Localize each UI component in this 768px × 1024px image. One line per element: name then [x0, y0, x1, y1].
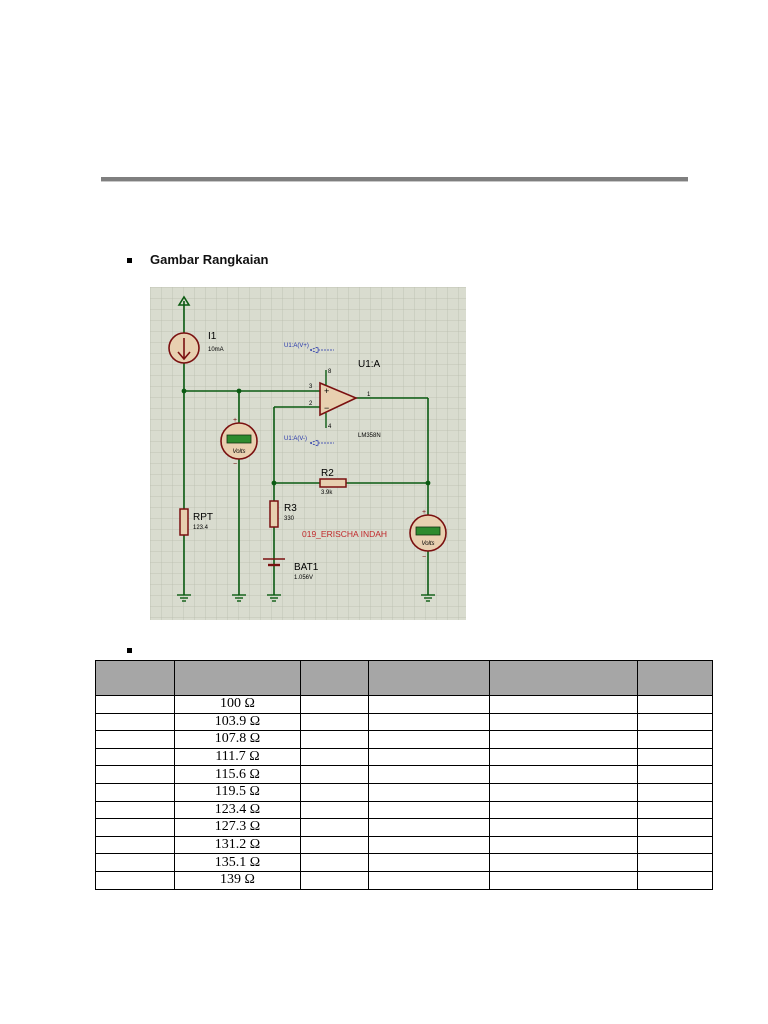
table-header-cell [301, 661, 369, 696]
r2-resistor [320, 479, 346, 487]
table-cell [96, 871, 175, 889]
table-cell [301, 783, 369, 801]
table-cell [301, 766, 369, 784]
table-cell [96, 801, 175, 819]
table-cell [490, 836, 638, 854]
table-cell [490, 731, 638, 749]
opamp-model-label: LM358N [358, 433, 381, 439]
author-label: 019_ERISCHA INDAH [302, 529, 388, 539]
table-cell [490, 854, 638, 872]
table-cell [490, 696, 638, 714]
table-cell [490, 783, 638, 801]
r3-value: 330 [284, 516, 295, 522]
voltmeter-1-plus: + [233, 417, 238, 424]
i1-label: I1 [208, 331, 217, 342]
table-cell [301, 871, 369, 889]
table-cell [96, 766, 175, 784]
table-row [96, 731, 713, 749]
table-header-cell [369, 661, 490, 696]
table-cell [369, 783, 490, 801]
table-row [96, 836, 713, 854]
table-row [96, 766, 713, 784]
table-header-cell [490, 661, 638, 696]
table-cell [369, 766, 490, 784]
table-cell [369, 748, 490, 766]
table-cell: 115.6 Ω [175, 766, 301, 784]
table-cell [638, 871, 713, 889]
voltmeter-1-minus: − [233, 461, 238, 468]
table-cell [369, 713, 490, 731]
table-cell [96, 836, 175, 854]
circuit-schematic [150, 287, 466, 620]
bat-value: 1.056V [294, 575, 314, 581]
table-cell: 123.4 Ω [175, 801, 301, 819]
table-row [96, 819, 713, 837]
table-cell [638, 696, 713, 714]
i1-value: 10mA [208, 347, 224, 353]
table-cell [369, 731, 490, 749]
table-cell [96, 748, 175, 766]
pin-1: 1 [367, 392, 371, 398]
table-header-cell [175, 661, 301, 696]
r3-label: R3 [284, 503, 297, 514]
table-row [96, 748, 713, 766]
pin-8: 8 [328, 369, 332, 375]
table-cell [96, 854, 175, 872]
bullet-marker [127, 258, 132, 263]
table-cell [301, 819, 369, 837]
table-cell [96, 696, 175, 714]
r2-value: 3.9k [321, 490, 333, 496]
pin-3: 3 [309, 384, 313, 390]
rpt-resistor [180, 509, 188, 535]
table-cell [301, 748, 369, 766]
table-cell [301, 836, 369, 854]
voltmeter-2-unit: Volts [421, 541, 435, 547]
table-cell [96, 783, 175, 801]
table-header-cell [96, 661, 175, 696]
table-cell [638, 731, 713, 749]
table-row [96, 696, 713, 714]
pin-4: 4 [328, 424, 332, 430]
table-cell [490, 819, 638, 837]
r2-label: R2 [321, 468, 334, 479]
table-cell [490, 801, 638, 819]
table-cell: 119.5 Ω [175, 783, 301, 801]
table-cell: 131.2 Ω [175, 836, 301, 854]
table-cell [301, 854, 369, 872]
table-cell [638, 801, 713, 819]
voltmeter-2-plus: + [422, 509, 427, 516]
table-cell [490, 713, 638, 731]
pin-2: 2 [309, 401, 313, 407]
table-cell: 100 Ω [175, 696, 301, 714]
voltmeter-1-unit: Volts [232, 449, 246, 455]
opamp-ref-label: U1:A [358, 359, 381, 370]
table-row [96, 854, 713, 872]
table-cell [369, 854, 490, 872]
table-cell [638, 854, 713, 872]
table-cell [369, 801, 490, 819]
table-cell [96, 713, 175, 731]
table-cell [638, 836, 713, 854]
table-header-cell [638, 661, 713, 696]
table-cell [369, 819, 490, 837]
table-cell: 127.3 Ω [175, 819, 301, 837]
table-cell: 103.9 Ω [175, 713, 301, 731]
table-cell [301, 731, 369, 749]
table-cell [369, 696, 490, 714]
rpt-label: RPT [193, 512, 213, 523]
table-cell: 135.1 Ω [175, 854, 301, 872]
table-cell [490, 871, 638, 889]
data-table [95, 660, 713, 890]
voltmeter-2-minus: − [422, 554, 427, 561]
table-cell [638, 748, 713, 766]
rpt-value: 123.4 [193, 525, 209, 531]
section-heading: Gambar Rangkaian [150, 252, 269, 267]
horizontal-rule [101, 177, 688, 182]
table-cell [638, 766, 713, 784]
table-cell [369, 836, 490, 854]
table-cell [638, 783, 713, 801]
bullet-marker [127, 648, 132, 653]
r3-resistor [270, 501, 278, 527]
table-cell [301, 801, 369, 819]
table-cell [638, 819, 713, 837]
table-cell [301, 696, 369, 714]
bat-label: BAT1 [294, 562, 319, 573]
current-source-icon [169, 333, 199, 363]
table-cell [638, 713, 713, 731]
table-cell [96, 819, 175, 837]
table-row [96, 783, 713, 801]
table-cell [490, 748, 638, 766]
table-cell: 139 Ω [175, 871, 301, 889]
probe-vplus: U1:A(V+) [284, 343, 309, 349]
table-row [96, 713, 713, 731]
table-row [96, 801, 713, 819]
svg-text:+: + [324, 386, 330, 396]
table-cell [369, 871, 490, 889]
table-cell [301, 713, 369, 731]
table-header-row [96, 661, 713, 696]
table-cell [490, 766, 638, 784]
svg-text:−: − [324, 403, 330, 413]
table-cell [96, 731, 175, 749]
probe-vminus: U1:A(V-) [284, 436, 308, 442]
table-cell: 107.8 Ω [175, 731, 301, 749]
table-cell: 111.7 Ω [175, 748, 301, 766]
table-row [96, 871, 713, 889]
